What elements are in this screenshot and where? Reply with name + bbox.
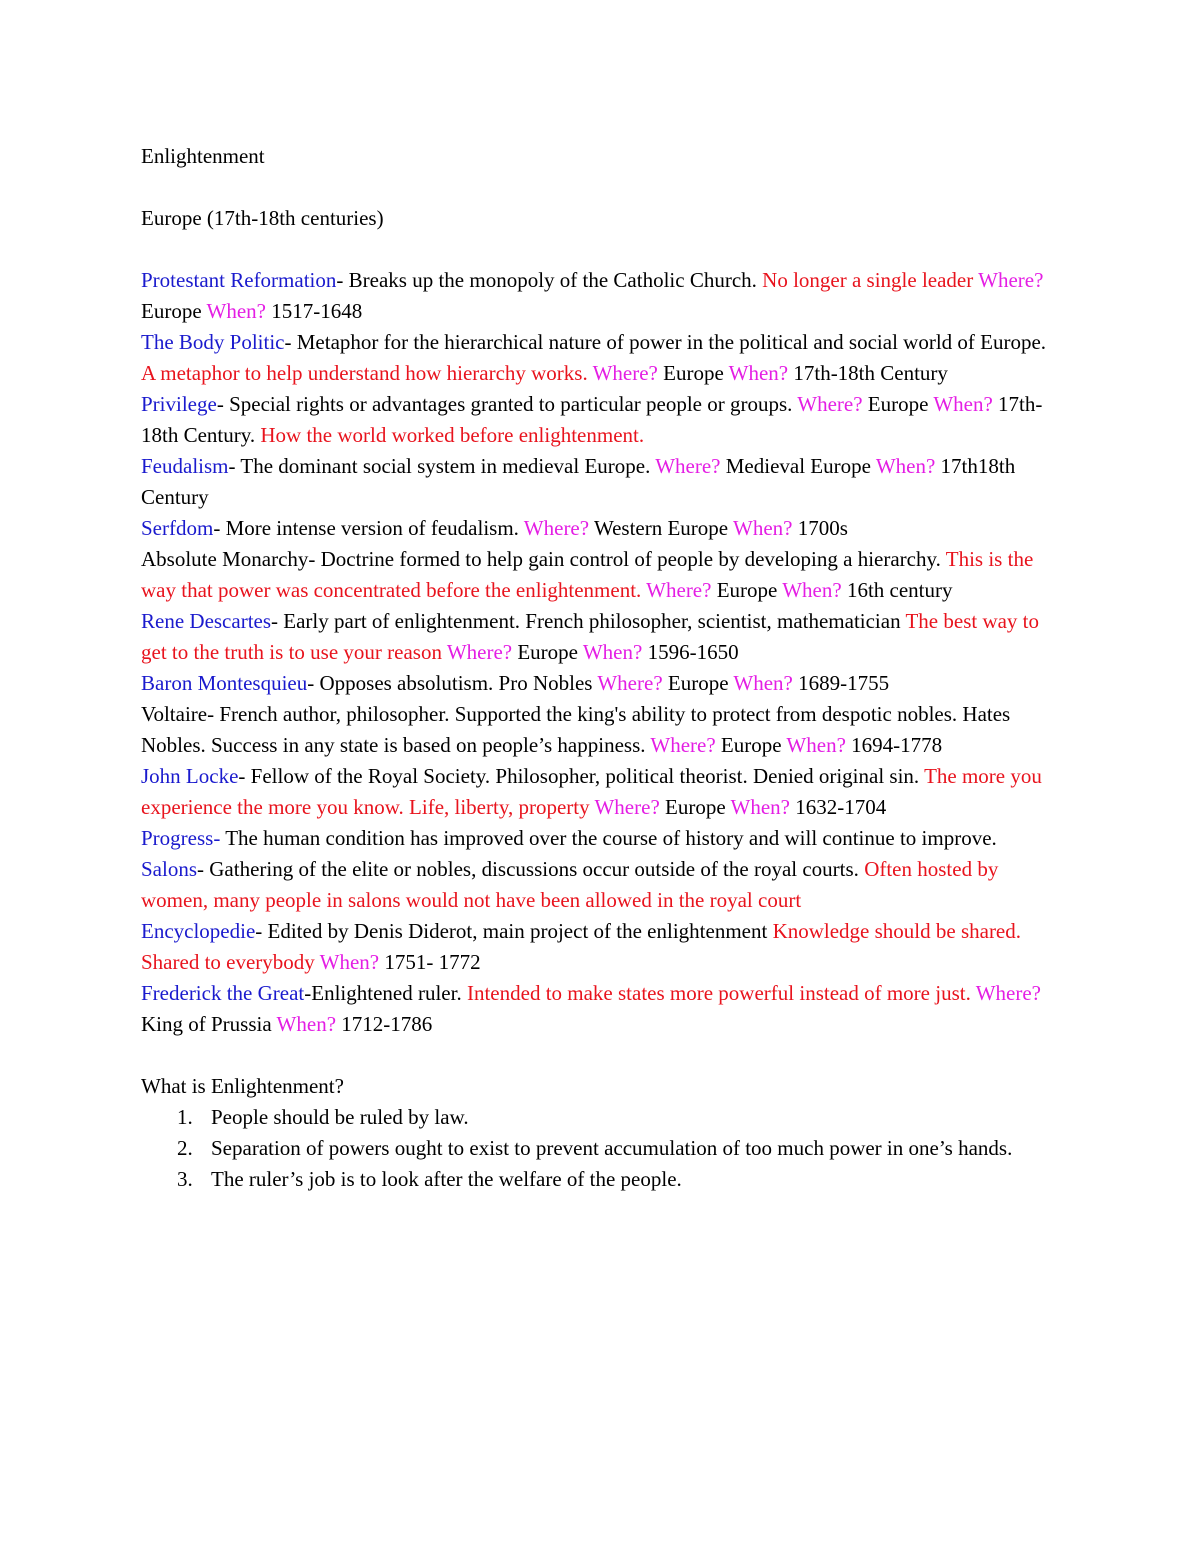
term-name: The Body Politic — [141, 330, 285, 354]
document-title: Enlightenment — [141, 144, 265, 168]
body-text: King of Prussia — [141, 1012, 277, 1036]
question-label: When? — [730, 795, 796, 819]
term-name: Frederick the Great — [141, 981, 305, 1005]
question-label: When? — [875, 454, 941, 478]
term-entry — [141, 513, 1061, 544]
list-item-text: Separation of powers ought to exist to prevent accumulation of too much power in one’s hands. — [211, 1136, 1013, 1160]
term-name: Protestant Reformation — [141, 268, 337, 292]
document-subtitle: Europe (17th-18th centuries) — [141, 206, 384, 230]
question-label: When? — [933, 392, 999, 416]
body-text: Europe — [716, 578, 783, 602]
body-text: - Gathering of the elite or nobles, discussions occur outside of the royal courts. — [197, 857, 865, 881]
note-text: A metaphor to help understand how hierarchy works. — [141, 361, 593, 385]
body-text: - Early part of enlightenment. French philosopher, scientist, mathematician — [271, 609, 906, 633]
term-entry — [141, 544, 1061, 606]
body-text: Europe — [667, 671, 734, 695]
body-text: 1517-1648 — [271, 299, 363, 323]
list-item — [141, 1102, 1061, 1133]
body-text: 1751- 1772 — [384, 950, 481, 974]
term-name: Salons — [141, 857, 198, 881]
body-text: Western Europe — [593, 516, 733, 540]
body-text: - Fellow of the Royal Society. Philosopher, political theorist. Denied original sin. — [238, 764, 925, 788]
note-text: How the world worked before enlightenment. — [260, 423, 645, 447]
term-entry — [141, 761, 1061, 823]
body-text: 1694-1778 — [851, 733, 943, 757]
list-item — [141, 1164, 1061, 1195]
question-label: Where? — [655, 454, 726, 478]
body-text: Voltaire- French author, philosopher. Supported the king's ability to protect from despotic nobles. Hates Nobles. Success in any state is based on people’s happiness. — [141, 702, 1011, 757]
question-heading: What is Enlightenment? — [141, 1074, 344, 1098]
term-name: Serfdom — [141, 516, 214, 540]
document-page — [141, 141, 1061, 1195]
note-text: Knowledge should be shared. Shared to everybody — [141, 919, 1022, 974]
term-entry — [141, 668, 1061, 699]
body-text: -Enlightened ruler. — [304, 981, 467, 1005]
question-label: Where? — [797, 392, 868, 416]
body-text: Europe — [720, 733, 787, 757]
blank-line — [141, 1040, 1061, 1071]
list-item-text: People should be ruled by law. — [211, 1105, 469, 1129]
question-label: When? — [733, 671, 799, 695]
term-entry — [141, 823, 1061, 854]
question-label: When? — [582, 640, 648, 664]
body-text: - Special rights or advantages granted to particular people or groups. — [216, 392, 798, 416]
question-label: When? — [782, 578, 847, 602]
term-entry — [141, 389, 1061, 451]
question-label: Where? — [446, 640, 518, 664]
question-label: Where? — [975, 981, 1041, 1005]
term-entry — [141, 978, 1061, 1040]
body-text: 17th-18th Century. — [141, 392, 1043, 447]
blank-line — [141, 172, 1061, 203]
body-text: 1712-1786 — [341, 1012, 433, 1036]
term-entry — [141, 606, 1061, 668]
body-text: Europe — [141, 299, 207, 323]
body-text: - Breaks up the monopoly of the Catholic Church. — [336, 268, 763, 292]
body-text: 16th century — [846, 578, 953, 602]
term-entry — [141, 854, 1061, 916]
list-item-number: 3. — [177, 1167, 193, 1191]
body-text: - Edited by Denis Diderot, main project of the enlightenment — [255, 919, 773, 943]
note-text: This is the way that power was concentrated before the enlightenment. — [141, 547, 1034, 602]
term-name: Privilege — [141, 392, 217, 416]
body-text: - Metaphor for the hierarchical nature of power in the political and social world of Europe. — [284, 330, 1047, 354]
body-text: - The dominant social system in medieval Europe. — [228, 454, 656, 478]
note-text: Intended to make states more powerful instead of more just. — [466, 981, 976, 1005]
question-label: Where? — [597, 671, 668, 695]
body-text: 17th18th Century — [141, 454, 1016, 509]
body-text: 1596-1650 — [647, 640, 739, 664]
body-text: - More intense version of feudalism. — [213, 516, 524, 540]
body-text: 1689-1755 — [798, 671, 890, 695]
term-entry — [141, 699, 1061, 761]
note-text: Often hosted by women, many people in salons would not have been allowed in the royal court — [141, 857, 999, 912]
term-entries — [141, 265, 1061, 1040]
body-text: Absolute Monarchy- Doctrine formed to help gain control of people by developing a hierarchy. — [141, 547, 946, 571]
question-label: Where? — [594, 795, 666, 819]
body-text: Europe — [867, 392, 934, 416]
question-label: Where? — [592, 361, 664, 385]
body-text: The human condition has improved over the course of history and will continue to improve. — [225, 826, 997, 850]
body-text: Europe — [663, 361, 729, 385]
body-text: Medieval Europe — [725, 454, 876, 478]
body-text: - Opposes absolutism. Pro Nobles — [307, 671, 598, 695]
question-label: Where? — [978, 268, 1044, 292]
numbered-list — [141, 1102, 1061, 1195]
list-item-number: 2. — [177, 1136, 193, 1160]
term-entry — [141, 327, 1061, 389]
term-name: Rene Descartes — [141, 609, 272, 633]
list-item — [141, 1133, 1061, 1164]
term-name: Feudalism — [141, 454, 229, 478]
body-text: Europe — [665, 795, 731, 819]
question-label: Where? — [650, 733, 721, 757]
note-text: No longer a single leader — [762, 268, 979, 292]
question-label: When? — [276, 1012, 342, 1036]
question-label: When? — [728, 361, 794, 385]
question-label: When? — [206, 299, 272, 323]
term-name: John Locke — [141, 764, 239, 788]
question-label: When? — [319, 950, 385, 974]
term-name: Progress- — [141, 826, 226, 850]
body-text: Europe — [517, 640, 583, 664]
term-entry — [141, 916, 1061, 978]
term-entry — [141, 451, 1061, 513]
body-text: 1700s — [797, 516, 848, 540]
term-name: Baron Montesquieu — [141, 671, 308, 695]
list-item-number: 1. — [177, 1105, 193, 1129]
question-label: When? — [733, 516, 798, 540]
body-text: 17th-18th Century — [793, 361, 948, 385]
note-text: The more you experience the more you know. Life, liberty, property — [141, 764, 1042, 819]
list-item-text: The ruler’s job is to look after the welfare of the people. — [211, 1167, 682, 1191]
blank-line — [141, 234, 1061, 265]
body-text: 1632-1704 — [795, 795, 887, 819]
term-entry — [141, 265, 1061, 327]
question-label: Where? — [523, 516, 594, 540]
note-text: The best way to get to the truth is to use your reason — [141, 609, 1040, 664]
question-label: When? — [786, 733, 852, 757]
question-label: Where? — [646, 578, 717, 602]
term-name: Encyclopedie — [141, 919, 256, 943]
